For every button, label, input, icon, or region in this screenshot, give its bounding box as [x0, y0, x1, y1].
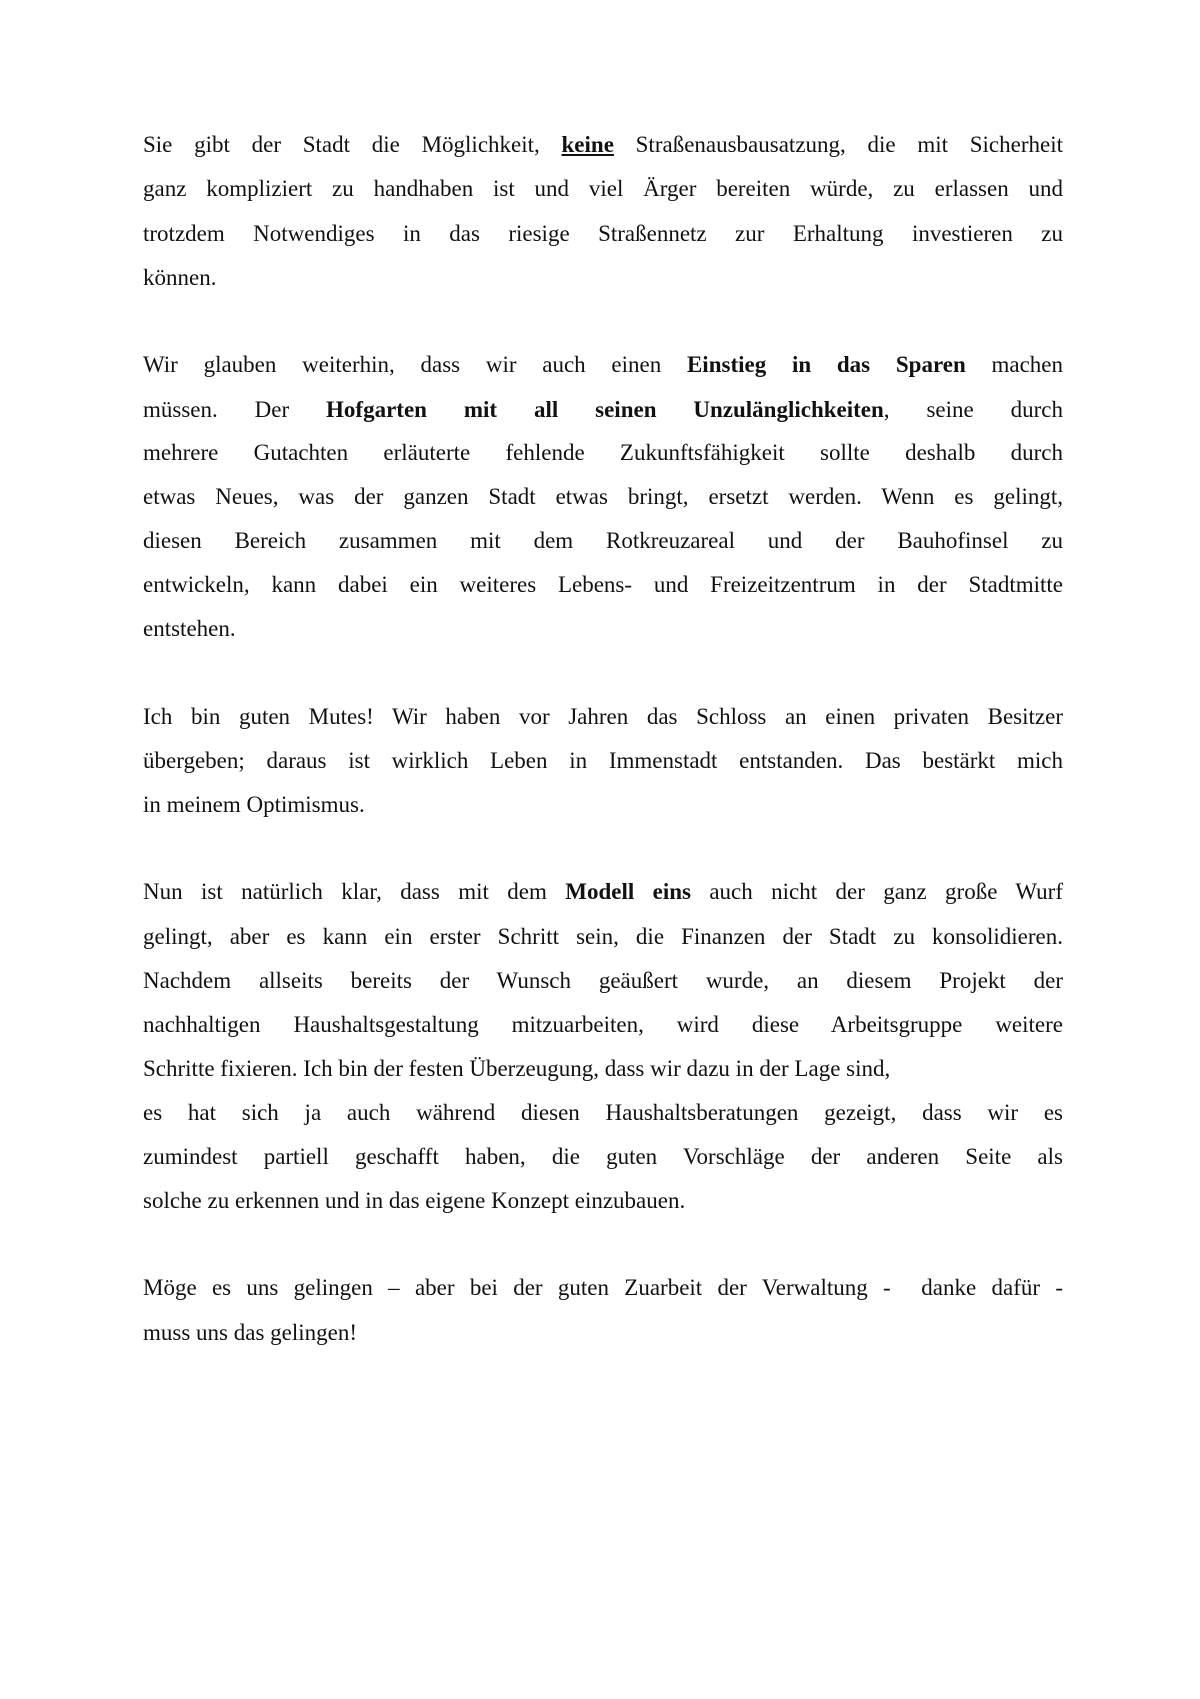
text-segment: trotzdem Notwendiges in das riesige Straßennetz zur Erhaltung investieren zu — [143, 221, 1063, 246]
text-segment: Möge es uns gelingen – aber bei der guten Zuarbeit der Verwaltung - danke dafür - — [143, 1275, 1063, 1300]
text-line — [143, 1318, 1063, 1348]
text-segment: entwickeln, kann dabei ein weiteres Lebens- und Freizeitzentrum in der Stadtmitte — [143, 572, 1063, 597]
text-segment: Schritte fixieren. Ich bin der festen Überzeugung, dass wir dazu in der Lage sind, — [143, 1056, 891, 1081]
bold-text: Modell eins — [565, 879, 691, 904]
text-line — [143, 614, 1063, 644]
bold-text: Einstieg in das Sparen — [686, 352, 966, 377]
text-line — [143, 219, 1063, 249]
text-segment: können. — [143, 265, 217, 290]
text-segment: Wir glauben weiterhin, dass wir auch einen — [143, 352, 687, 377]
text-line — [143, 1010, 1063, 1040]
text-line — [143, 350, 1063, 380]
text-segment: diesen Bereich zusammen mit dem Rotkreuzareal und der Bauhofinsel zu — [143, 528, 1063, 553]
text-segment: solche zu erkennen und in das eigene Konzept einzubauen. — [143, 1188, 686, 1213]
text-line — [143, 526, 1063, 556]
text-line — [143, 570, 1063, 600]
text-line — [143, 1273, 1063, 1303]
text-line — [143, 702, 1063, 732]
text-segment: müssen. Der — [143, 397, 327, 422]
text-segment: muss uns das gelingen! — [143, 1320, 358, 1345]
bold-text: Hofgarten mit all seinen Unzulänglichkeiten — [326, 397, 884, 422]
text-line — [143, 174, 1063, 204]
text-line — [143, 790, 1063, 820]
text-segment: , seine durch — [883, 397, 1063, 422]
text-line — [143, 877, 1063, 907]
text-segment: Nachdem allseits bereits der Wunsch geäußert wurde, an diesem Projekt der — [143, 968, 1063, 993]
text-line — [143, 438, 1063, 468]
text-segment: in meinem Optimismus. — [143, 792, 365, 817]
emphasized-text: keine — [561, 132, 614, 157]
text-line — [143, 1142, 1063, 1172]
text-line — [143, 1054, 1063, 1084]
text-segment: auch nicht der ganz große Wurf — [690, 879, 1063, 904]
text-segment: Nun ist natürlich klar, dass mit dem — [143, 879, 566, 904]
text-line — [143, 922, 1063, 952]
text-line — [143, 130, 1063, 160]
text-segment: übergeben; daraus ist wirklich Leben in Immenstadt entstanden. Das bestärkt mich — [143, 748, 1063, 773]
text-segment: nachhaltigen Haushaltsgestaltung mitzuarbeiten, wird diese Arbeitsgruppe weitere — [143, 1012, 1063, 1037]
text-line — [143, 263, 1063, 293]
text-segment: ganz kompliziert zu handhaben ist und viel Ärger bereiten würde, zu erlassen und — [143, 176, 1063, 201]
text-line — [143, 966, 1063, 996]
text-segment: zumindest partiell geschafft haben, die guten Vorschläge der anderen Seite als — [143, 1144, 1063, 1169]
text-segment: entstehen. — [143, 616, 236, 641]
text-line — [143, 482, 1063, 512]
text-line — [143, 1186, 1063, 1216]
text-line — [143, 746, 1063, 776]
text-segment: Ich bin guten Mutes! Wir haben vor Jahren das Schloss an einen privaten Besitzer — [143, 704, 1063, 729]
text-segment: Straßenausbausatzung, die mit Sicherheit — [613, 132, 1063, 157]
text-segment: mehrere Gutachten erläuterte fehlende Zukunftsfähigkeit sollte deshalb durch — [143, 440, 1063, 465]
text-segment: etwas Neues, was der ganzen Stadt etwas bringt, ersetzt werden. Wenn es gelingt, — [143, 484, 1063, 509]
text-segment: es hat sich ja auch während diesen Haushaltsberatungen gezeigt, dass wir es — [143, 1100, 1063, 1125]
text-segment: machen — [965, 352, 1064, 377]
text-line — [143, 1098, 1063, 1128]
text-segment: Sie gibt der Stadt die Möglichkeit, — [143, 132, 562, 157]
bold-text — [562, 132, 614, 157]
text-line — [143, 395, 1063, 425]
text-segment: gelingt, aber es kann ein erster Schritt sein, die Finanzen der Stadt zu konsolidieren. — [143, 924, 1063, 949]
